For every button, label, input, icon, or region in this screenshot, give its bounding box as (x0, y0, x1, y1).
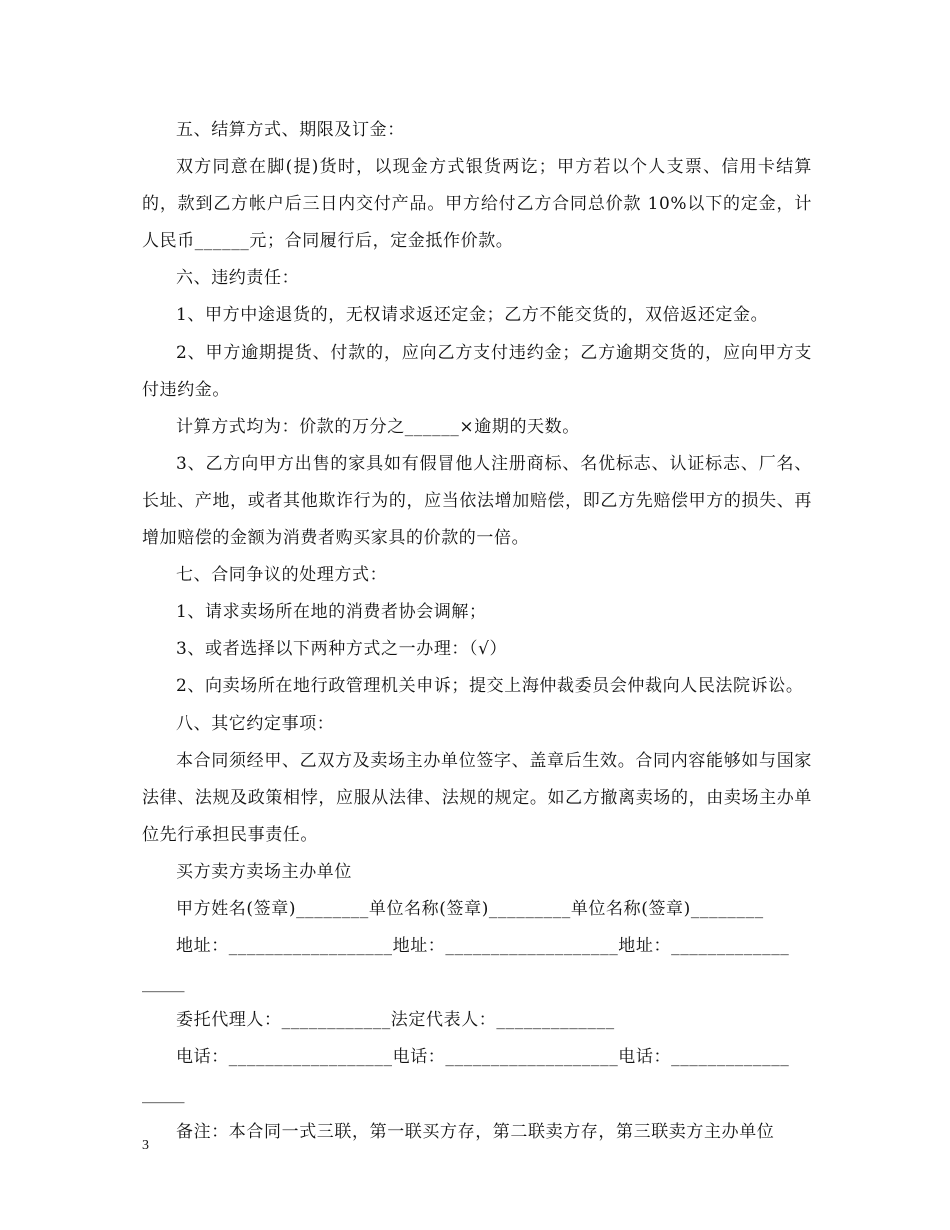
section-6-heading: 六、违约责任： (176, 268, 300, 289)
section-7-item-1: 1、请求卖场所在地的消费者协会调解； (176, 602, 487, 623)
signature-phone-block (142, 1039, 812, 1113)
signature-names: 甲方姓名(签章)________单位名称(签章)_________单位名称(签章)________ (176, 898, 764, 919)
section-6-item-3: 3、乙方向甲方出售的家具如有假冒他人注册商标、名优标志、认证标志、厂名、长址、产地，或者其他欺诈行为的，应当依法增加赔偿，即乙方先赔偿甲方的损失、再增加赔偿的金额为消费者购买家具的价款的一倍。 (142, 453, 812, 549)
section-6-item-2: 2、甲方逾期提货、付款的，应向乙方支付违约金；乙方逾期交货的，应向甲方支付违约金。 (142, 342, 812, 400)
section-8-body: 本合同须经甲、乙双方及卖场主办单位签字、盖章后生效。合同内容能够如与国家法律、法规及政策相悖，应服从法律、法规的规定。如乙方撤离卖场的，由卖场主办单位先行承担民事责任。 (142, 750, 812, 845)
section-7-heading: 七、合同争议的处理方式： (176, 565, 388, 586)
signature-phone: 电话：__________________电话：___________________电话：_____________ (176, 1047, 790, 1068)
section-8-heading: 八、其它约定事项： (176, 713, 335, 734)
section-6-calc: 计算方式均为：价款的万分之______×逾期的天数。 (176, 416, 580, 437)
signature-address: 地址：__________________地址：___________________地址：_____________ (176, 936, 790, 957)
document-body (142, 112, 812, 1151)
section-5-heading: 五、结算方式、期限及订金： (176, 120, 405, 140)
section-6-item-1: 1、甲方中途退货的，无权请求返还定金；乙方不能交货的，双倍返还定金。 (176, 305, 769, 326)
section-5-body: 双方同意在脚(提)货时，以现金方式银货两讫；甲方若以个人支票、信用卡结算的，款到乙方帐户后三日内交付产品。甲方给付乙方合同总价款 10%以下的定金，计人民币______元；合同履行后，定金抵作价款。 (142, 157, 812, 252)
signature-address-tail: _____ (142, 973, 185, 994)
section-7-item-3: 3、或者选择以下两种方式之一办理：（√） (176, 639, 508, 660)
page-number: 3 (142, 1138, 149, 1153)
signature-address-block (142, 928, 812, 1002)
signature-agent: 委托代理人：____________法定代表人：_____________ (176, 1010, 615, 1031)
section-7-item-2: 2、向卖场所在地行政管理机关申诉；提交上海仲裁委员会仲裁向人民法院诉讼。 (176, 676, 804, 697)
signature-phone-tail: _____ (142, 1084, 185, 1105)
signature-parties: 买方卖方卖场主办单位 (176, 861, 352, 882)
remark: 备注：本合同一式三联，第一联买方存，第二联卖方存，第三联卖方主办单位 (176, 1121, 775, 1142)
